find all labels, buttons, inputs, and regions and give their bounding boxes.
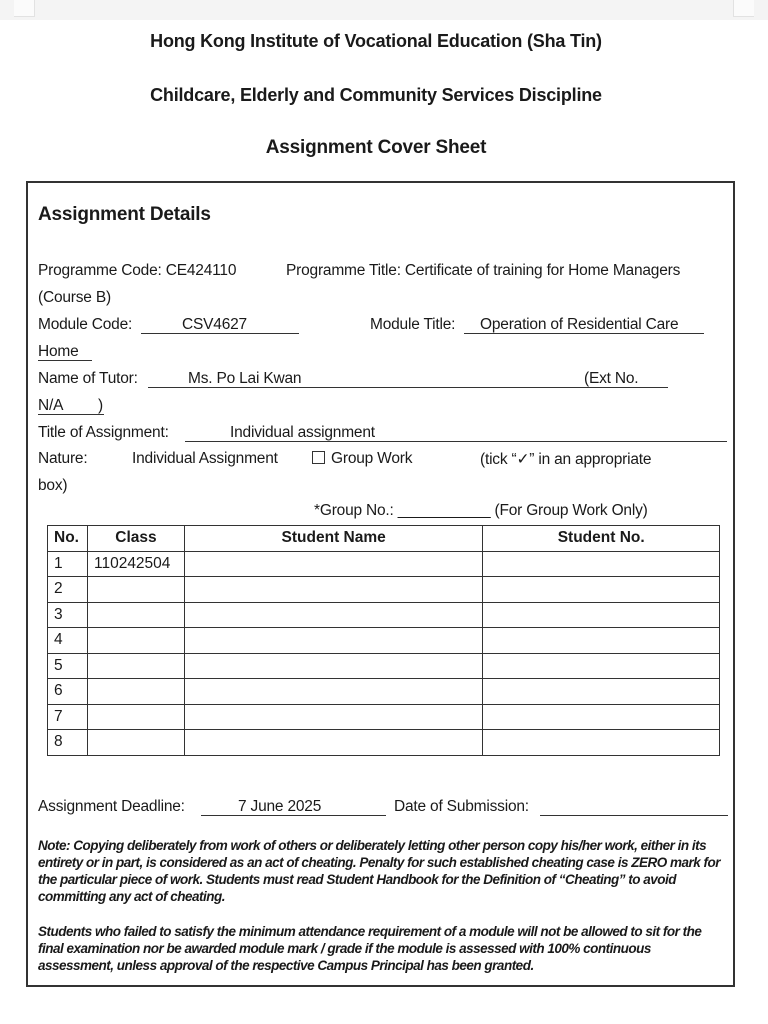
attendance-note: Students who failed to satisfy the minimum attendance requirement of a module will not be allowed to sit for the final examination nor be awarded module mark / grade if the module is assessed with 100% continuous assessment, unless approval of the respective Campus Principal has been granted.: [38, 924, 702, 973]
assignment-title-value[interactable]: Individual assignment: [230, 424, 375, 441]
student-table: [47, 525, 720, 756]
section-title: Assignment Details: [38, 204, 211, 225]
group-work-checkbox[interactable]: [312, 451, 325, 464]
tick-note-continued: box): [38, 477, 68, 494]
ext-value[interactable]: N/A: [38, 397, 64, 414]
cell-student-name[interactable]: [184, 577, 482, 603]
cell-class[interactable]: [87, 704, 184, 730]
group-no-label: *Group No.: ___________ (For Group Work Only): [314, 502, 648, 519]
viewer-top-bar: [0, 0, 768, 20]
cell-no: 3: [48, 602, 88, 628]
table-row: [48, 679, 720, 705]
table-row: [48, 704, 720, 730]
page-corner-left: [14, 0, 35, 17]
cell-student-name[interactable]: [184, 730, 482, 756]
course-label: (Course B): [38, 289, 111, 306]
cell-student-name[interactable]: [184, 653, 482, 679]
table-row: [48, 602, 720, 628]
cell-student-name[interactable]: [184, 704, 482, 730]
module-title-value[interactable]: Operation of Residential Care: [480, 316, 679, 333]
tutor-value[interactable]: Ms. Po Lai Kwan: [188, 370, 302, 387]
cell-student-no[interactable]: [483, 577, 720, 603]
module-title-label: Module Title:: [370, 316, 456, 333]
cell-class[interactable]: [87, 653, 184, 679]
cell-student-no[interactable]: [483, 551, 720, 577]
cell-class[interactable]: [87, 577, 184, 603]
cell-class[interactable]: [87, 679, 184, 705]
programme-code: Programme Code: CE424110: [38, 262, 237, 279]
cell-student-name[interactable]: [184, 551, 482, 577]
tutor-label: Name of Tutor:: [38, 370, 138, 387]
ext-value-underline: [38, 414, 104, 415]
page-corner-right: [733, 0, 754, 17]
cell-no: 5: [48, 653, 88, 679]
header-no: No.: [48, 526, 88, 552]
cell-no: 6: [48, 679, 88, 705]
table-row: [48, 551, 720, 577]
cell-no: 1: [48, 551, 88, 577]
submission-label: Date of Submission:: [394, 798, 529, 815]
cell-class[interactable]: [87, 730, 184, 756]
nature-group-label: Group Work: [331, 450, 413, 467]
cell-class[interactable]: [87, 602, 184, 628]
cell-student-no[interactable]: [483, 653, 720, 679]
table-row: [48, 577, 720, 603]
ext-close: ): [98, 397, 103, 414]
cover-sheet-title: Assignment Cover Sheet: [265, 137, 487, 158]
cell-class[interactable]: [87, 628, 184, 654]
table-row: [48, 628, 720, 654]
cell-student-no[interactable]: [483, 730, 720, 756]
cell-no: 2: [48, 577, 88, 603]
header-class: Class: [87, 526, 184, 552]
cell-no: 4: [48, 628, 88, 654]
table-row: [48, 653, 720, 679]
cell-student-name[interactable]: [184, 628, 482, 654]
tick-note: (tick “✓” in an appropriate: [480, 451, 652, 468]
module-code-label: Module Code:: [38, 316, 133, 333]
cell-student-name[interactable]: [184, 679, 482, 705]
header-student-no: Student No.: [483, 526, 720, 552]
assignment-details-box: [26, 181, 735, 987]
cheating-note: Note: Copying deliberately from work of others or deliberately letting other person copy his/her work, either in its entirety or in part, is considered as an act of cheating. Penalty for such established cheating case is ZERO mark for the particular piece of work. Students must read Student Handbook for the Definition of “Cheating” to avoid committing any act of cheating.: [38, 838, 720, 904]
discipline-title: Childcare, Elderly and Community Services Discipline: [150, 85, 602, 105]
deadline-value[interactable]: 7 June 2025: [238, 798, 322, 815]
module-title-continued[interactable]: Home: [38, 343, 79, 360]
cell-no: 8: [48, 730, 88, 756]
nature-individual: Individual Assignment: [132, 450, 278, 467]
assignment-title-label: Title of Assignment:: [38, 424, 169, 441]
submission-underline[interactable]: [540, 815, 728, 816]
cell-student-name[interactable]: [184, 602, 482, 628]
module-code-value[interactable]: CSV4627: [182, 316, 247, 333]
deadline-label: Assignment Deadline:: [38, 798, 185, 815]
cell-class[interactable]: 110242504: [87, 551, 184, 577]
ext-label: (Ext No.: [584, 370, 639, 387]
programme-title: Programme Title: Certificate of training for Home Managers: [286, 262, 681, 279]
table-row: [48, 730, 720, 756]
cell-no: 7: [48, 704, 88, 730]
cell-student-no[interactable]: [483, 602, 720, 628]
nature-group-option[interactable]: [312, 450, 412, 468]
cell-student-no[interactable]: [483, 628, 720, 654]
table-header-row: [48, 526, 720, 552]
module-title-cont-underline: [38, 360, 92, 361]
institute-title: Hong Kong Institute of Vocational Education (Sha Tin): [150, 31, 602, 51]
cell-student-no[interactable]: [483, 679, 720, 705]
nature-label: Nature:: [38, 450, 88, 467]
cell-student-no[interactable]: [483, 704, 720, 730]
ext-underline: [584, 387, 668, 388]
header-student-name: Student Name: [184, 526, 482, 552]
